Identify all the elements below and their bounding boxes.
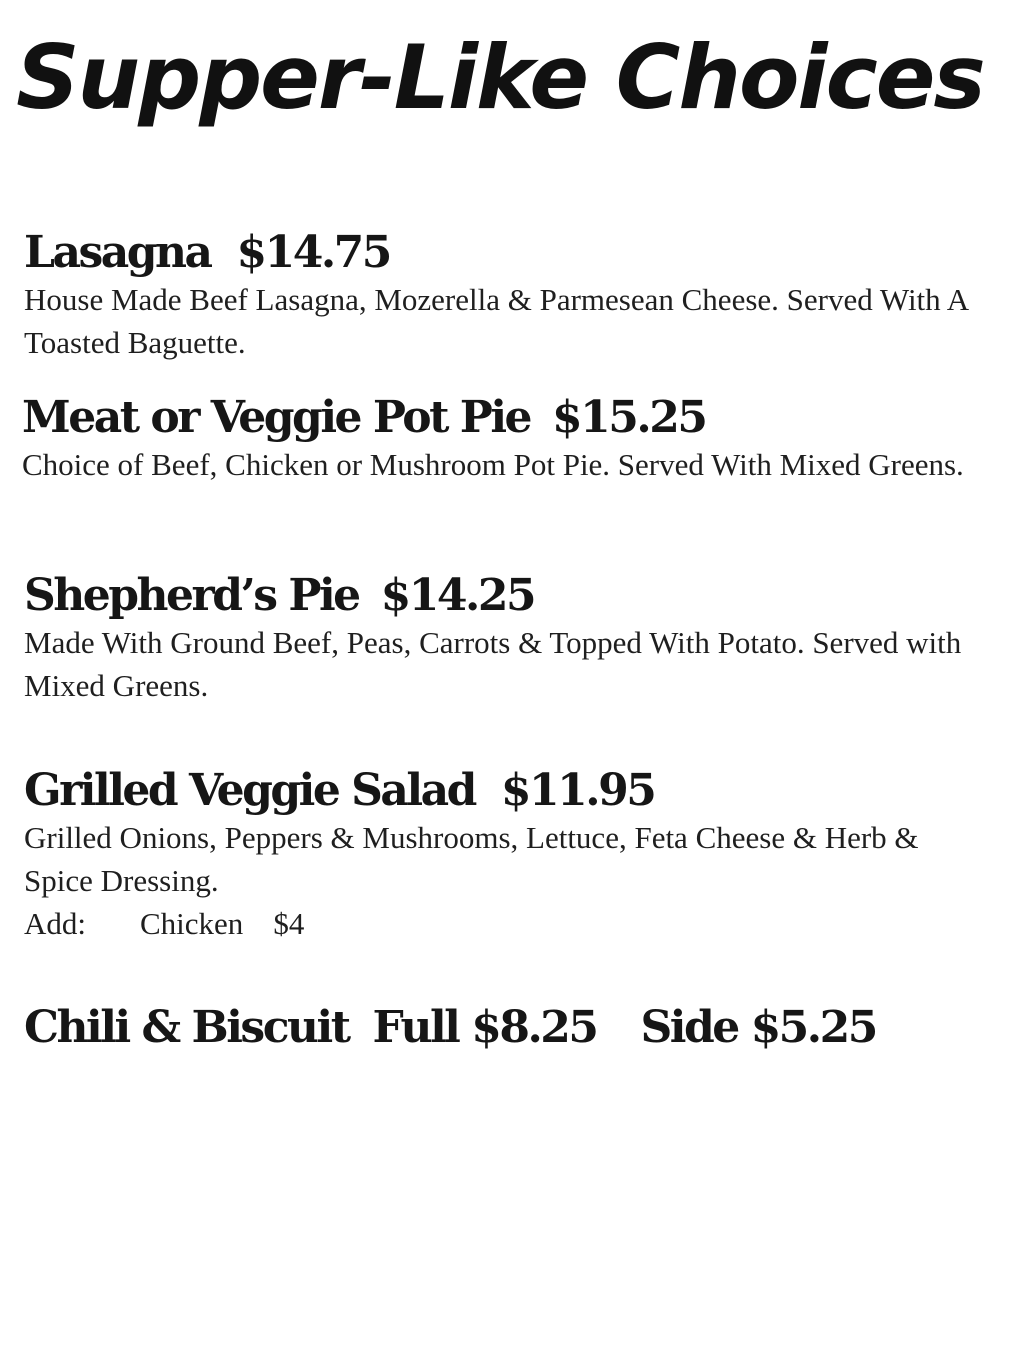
item-price: $14.75 <box>236 227 390 278</box>
menu-item-lasagna <box>24 228 994 364</box>
menu-item-shepherds-pie <box>24 571 994 707</box>
addon-label: Add: <box>24 906 86 941</box>
item-description: Choice of Beef, Chicken or Mushroom Pot Pie. Served With Mixed Greens. <box>22 447 964 482</box>
item-description: Grilled Onions, Peppers & Mushrooms, Lettuce, Feta Cheese & Herb & Spice Dressing. <box>24 820 919 898</box>
item-price: $15.25 <box>552 392 706 443</box>
menu-title: Supper-Like Choices <box>16 26 984 129</box>
addon-price: $4 <box>273 906 305 941</box>
menu-item-chili-biscuit <box>24 1003 994 1053</box>
item-name: Chili & Biscuit <box>24 1002 349 1053</box>
addon-item: Chicken <box>140 906 244 941</box>
item-heading <box>22 393 992 443</box>
item-heading <box>24 228 994 278</box>
item-name: Shepherd’s Pie <box>24 570 359 621</box>
full-price: Full $8.25 <box>372 1002 597 1053</box>
item-name: Meat or Veggie Pot Pie <box>22 392 531 443</box>
addon-line <box>24 902 994 945</box>
item-heading <box>24 1003 994 1053</box>
item-description: Made With Ground Beef, Peas, Carrots & Topped With Potato. Served with Mixed Greens. <box>24 625 962 703</box>
item-price: $11.95 <box>500 765 655 816</box>
item-heading <box>24 766 994 816</box>
item-description: House Made Beef Lasagna, Mozerella & Parmesean Cheese. Served With A Toasted Baguette. <box>24 282 968 360</box>
menu-item-grilled-veggie-salad <box>24 766 994 945</box>
menu-item-pot-pie <box>22 393 992 486</box>
item-name: Lasagna <box>24 227 211 278</box>
side-price: Side $5.25 <box>640 1002 876 1053</box>
item-price: $14.25 <box>380 570 535 621</box>
item-heading <box>24 571 994 621</box>
item-name: Grilled Veggie Salad <box>24 765 475 816</box>
